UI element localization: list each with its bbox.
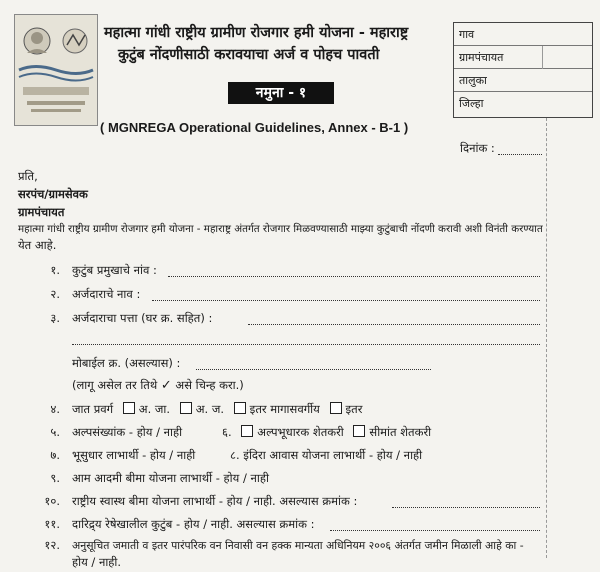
farmer-type-row: [222, 425, 431, 440]
marginal-farmer-label: सीमांत शेतकरी: [369, 425, 432, 439]
item-number: ६.: [222, 425, 232, 439]
gram-panchayat-field[interactable]: ग्रामपंचायत: [454, 46, 592, 69]
form-title-line2: कुटुंब नोंदणीसाठी करावयाचा अर्ज व पोहच पावती: [118, 47, 380, 63]
request-text-line2: येत आहे.: [18, 238, 57, 252]
date-label: दिनांक :: [460, 141, 495, 155]
indira-awas-row: [230, 448, 422, 463]
rsby-number-field[interactable]: [392, 507, 540, 508]
forest-rights-label: अनुसूचित जमाती व इतर पारंपरिक वन निवासी वन हक्क मान्यता अधिनियम २००६ अंतर्गत जमीन मिळाली आहे का -: [72, 539, 524, 552]
office-label: ग्रामपंचायत: [18, 205, 65, 219]
item-number: ३.: [50, 311, 60, 325]
applicant-address-field[interactable]: [248, 324, 540, 325]
item-number: ९.: [50, 471, 60, 485]
tick-instruction-suffix: असे चिन्ह करा.): [175, 378, 244, 392]
address-box-divider: [542, 46, 543, 69]
st-checkbox[interactable]: [180, 402, 192, 414]
other-checkbox[interactable]: [330, 402, 342, 414]
form-number-badge: नमुना - १: [228, 82, 334, 104]
head-of-family-field[interactable]: [168, 276, 540, 277]
small-farmer-checkbox[interactable]: [241, 425, 253, 437]
perforation-line: [546, 118, 547, 558]
request-text-line1: महात्मा गांधी राष्ट्रीय ग्रामीण रोजगार हमी योजना - महाराष्ट्र अंतर्गत रोजगार मिळवण्यासाठी माझ्या कुटुंबाची नोंदणी करावी अशी विनंती करण्यात: [18, 223, 543, 235]
item-number: ४.: [50, 402, 60, 416]
head-of-family-label: कुटुंब प्रमुखाचे नांव :: [72, 263, 157, 277]
obc-option-label: इतर मागासवर्गीय: [249, 402, 320, 416]
item-number: ११.: [44, 517, 60, 531]
forest-rights-answer: होय / नाही.: [72, 555, 122, 569]
item-number: ५.: [50, 425, 60, 439]
item-number: १२.: [44, 538, 60, 552]
guidelines-reference: ( MGNREGA Operational Guidelines, Annex - B-1 ): [100, 120, 409, 135]
village-field[interactable]: गाव: [454, 23, 592, 46]
applicant-name-label: अर्जदाराचे नाव :: [72, 287, 141, 301]
addressee: सरपंच/ग्रामसेवक: [18, 187, 88, 201]
item-number: ८.: [230, 448, 240, 462]
taluka-field[interactable]: तालुका: [454, 69, 592, 92]
aam-aadmi-label: आम आदमी बीमा योजना लाभार्थी - होय / नाही: [72, 471, 269, 485]
district-field[interactable]: जिल्हा: [459, 97, 484, 110]
mgnrega-logo: [14, 14, 98, 126]
obc-checkbox[interactable]: [234, 402, 246, 414]
date-field[interactable]: [498, 154, 542, 155]
mobile-label: मोबाईल क्र. (असल्यास) :: [72, 356, 181, 370]
item-number: ७.: [50, 448, 60, 462]
marginal-farmer-checkbox[interactable]: [353, 425, 365, 437]
address-box: [453, 22, 593, 118]
sc-option-label: अ. जा.: [138, 402, 171, 416]
tick-instruction: [72, 378, 244, 393]
sc-checkbox[interactable]: [123, 402, 135, 414]
rsby-label: राष्ट्रीय स्वास्थ बीमा योजना लाभार्थी - होय / नाही. असल्यास क्रमांक :: [72, 494, 358, 508]
land-reform-label: भूसुधार लाभार्थी - होय / नाही: [72, 448, 196, 462]
item-number: १०.: [44, 494, 60, 508]
other-option-label: इतर: [345, 402, 363, 416]
item-number: २.: [50, 287, 60, 301]
st-option-label: अ. ज.: [195, 402, 225, 416]
small-farmer-label: अल्पभूधारक शेतकरी: [257, 425, 344, 439]
mobile-field[interactable]: [196, 369, 431, 370]
bpl-label: दारिद्र्य रेषेखालील कुटुंब - होय / नाही. असल्यास क्रमांक :: [72, 517, 315, 531]
check-mark-icon: ✓: [160, 378, 172, 393]
bpl-number-field[interactable]: [330, 530, 540, 531]
applicant-address-field-line2[interactable]: [72, 344, 540, 345]
minority-label: अल्पसंख्यांक - होय / नाही: [72, 425, 183, 439]
indira-awas-label: इंदिरा आवास योजना लाभार्थी - होय / नाही: [243, 448, 423, 462]
tick-instruction-prefix: (लागू असेल तर तिथे: [72, 378, 158, 392]
applicant-address-label: अर्जदाराचा पत्ता (घर क्र. सहित) :: [72, 311, 213, 325]
to-label: प्रति,: [18, 169, 38, 183]
form-title-line1: महात्मा गांधी राष्ट्रीय ग्रामीण रोजगार हमी योजना - महाराष्ट्र: [104, 25, 409, 41]
item-number: १.: [50, 263, 60, 277]
applicant-name-field[interactable]: [152, 300, 540, 301]
caste-category-row: [72, 402, 362, 417]
caste-category-label: जात प्रवर्ग: [72, 402, 114, 416]
